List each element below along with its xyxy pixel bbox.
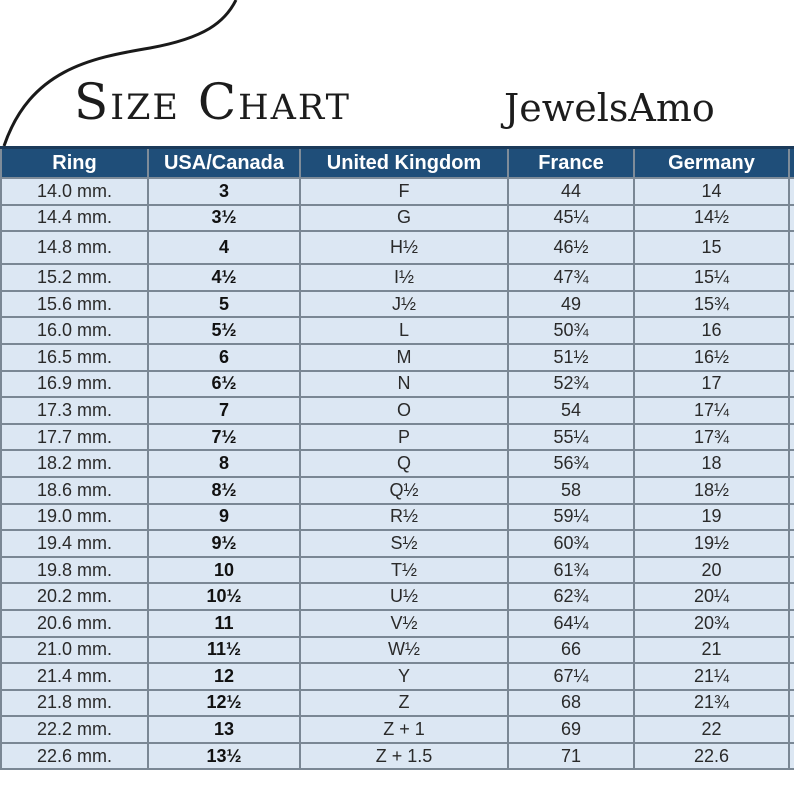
cell-united-kingdom: P	[300, 424, 508, 451]
cell-ring: 18.6 mm.	[1, 477, 148, 504]
table-body	[1, 178, 794, 769]
cell-usa-canada: 11	[148, 610, 300, 637]
cell-ring: 19.0 mm.	[1, 504, 148, 531]
cell-ring: 20.2 mm.	[1, 583, 148, 610]
cell-usa-canada: 3½	[148, 205, 300, 232]
cell-france: 47¾	[508, 264, 634, 291]
cell-france: 71	[508, 743, 634, 770]
cell-usa-canada: 13½	[148, 743, 300, 770]
cell-ring: 15.2 mm.	[1, 264, 148, 291]
cell-ring: 17.3 mm.	[1, 397, 148, 424]
cell-germany: 17¼	[634, 397, 789, 424]
cell-france: 46½	[508, 231, 634, 264]
cell-germany: 20¼	[634, 583, 789, 610]
cell-germany: 19	[634, 504, 789, 531]
cell-germany: 17	[634, 371, 789, 398]
cell-usa-canada: 9½	[148, 530, 300, 557]
cell-germany: 14	[634, 178, 789, 205]
cell-germany: 16½	[634, 344, 789, 371]
cell-usa-canada: 4½	[148, 264, 300, 291]
table-row	[1, 178, 794, 205]
column-header-germany: Germany	[634, 148, 789, 179]
cell-france: 51½	[508, 344, 634, 371]
cell-overflow	[789, 231, 794, 264]
cell-united-kingdom: H½	[300, 231, 508, 264]
cell-usa-canada: 4	[148, 231, 300, 264]
cell-ring: 21.4 mm.	[1, 663, 148, 690]
cell-ring: 19.4 mm.	[1, 530, 148, 557]
cell-france: 60¾	[508, 530, 634, 557]
cell-overflow	[789, 344, 794, 371]
cell-usa-canada: 5½	[148, 317, 300, 344]
size-chart-table	[0, 146, 794, 770]
column-header-france: France	[508, 148, 634, 179]
cell-france: 59¼	[508, 504, 634, 531]
cell-france: 66	[508, 637, 634, 664]
table-row	[1, 504, 794, 531]
cell-germany: 19½	[634, 530, 789, 557]
cell-usa-canada: 7	[148, 397, 300, 424]
cell-united-kingdom: F	[300, 178, 508, 205]
column-header-usa-canada: USA/Canada	[148, 148, 300, 179]
cell-france: 52¾	[508, 371, 634, 398]
column-header-ring: Ring	[1, 148, 148, 179]
cell-ring: 19.8 mm.	[1, 557, 148, 584]
cell-usa-canada: 12½	[148, 690, 300, 717]
cell-united-kingdom: N	[300, 371, 508, 398]
cell-united-kingdom: Z + 1.5	[300, 743, 508, 770]
table-header-row	[1, 148, 794, 179]
cell-france: 64¼	[508, 610, 634, 637]
table-row	[1, 530, 794, 557]
cell-germany: 21¼	[634, 663, 789, 690]
cell-france: 49	[508, 291, 634, 318]
cell-overflow	[789, 178, 794, 205]
cell-ring: 16.5 mm.	[1, 344, 148, 371]
table-row	[1, 291, 794, 318]
table-row	[1, 205, 794, 232]
cell-usa-canada: 8	[148, 450, 300, 477]
cell-germany: 15	[634, 231, 789, 264]
brand-name: JewelsAmo	[504, 86, 715, 130]
cell-united-kingdom: G	[300, 205, 508, 232]
cell-united-kingdom: O	[300, 397, 508, 424]
cell-germany: 16	[634, 317, 789, 344]
cell-united-kingdom: M	[300, 344, 508, 371]
table-row	[1, 397, 794, 424]
cell-usa-canada: 3	[148, 178, 300, 205]
cell-ring: 18.2 mm.	[1, 450, 148, 477]
cell-overflow	[789, 205, 794, 232]
table-row	[1, 716, 794, 743]
table-row	[1, 610, 794, 637]
cell-overflow	[789, 637, 794, 664]
column-header-overflow	[789, 148, 794, 179]
table-row	[1, 371, 794, 398]
cell-usa-canada: 10½	[148, 583, 300, 610]
cell-overflow	[789, 477, 794, 504]
cell-germany: 22	[634, 716, 789, 743]
cell-usa-canada: 12	[148, 663, 300, 690]
cell-usa-canada: 7½	[148, 424, 300, 451]
cell-france: 61¾	[508, 557, 634, 584]
cell-ring: 17.7 mm.	[1, 424, 148, 451]
cell-ring: 14.8 mm.	[1, 231, 148, 264]
table-row	[1, 424, 794, 451]
page-title: Size Chart	[74, 73, 351, 131]
cell-united-kingdom: W½	[300, 637, 508, 664]
table-row	[1, 450, 794, 477]
cell-usa-canada: 5	[148, 291, 300, 318]
cell-united-kingdom: S½	[300, 530, 508, 557]
cell-ring: 20.6 mm.	[1, 610, 148, 637]
cell-overflow	[789, 583, 794, 610]
cell-germany: 15¼	[634, 264, 789, 291]
cell-ring: 14.4 mm.	[1, 205, 148, 232]
cell-germany: 20¾	[634, 610, 789, 637]
cell-overflow	[789, 530, 794, 557]
cell-usa-canada: 8½	[148, 477, 300, 504]
cell-united-kingdom: Q	[300, 450, 508, 477]
table-row	[1, 557, 794, 584]
cell-ring: 14.0 mm.	[1, 178, 148, 205]
cell-usa-canada: 13	[148, 716, 300, 743]
cell-ring: 21.0 mm.	[1, 637, 148, 664]
table-row	[1, 690, 794, 717]
cell-ring: 22.2 mm.	[1, 716, 148, 743]
cell-germany: 17¾	[634, 424, 789, 451]
cell-united-kingdom: Q½	[300, 477, 508, 504]
cell-france: 54	[508, 397, 634, 424]
cell-united-kingdom: J½	[300, 291, 508, 318]
cell-overflow	[789, 610, 794, 637]
cell-overflow	[789, 450, 794, 477]
cell-united-kingdom: Y	[300, 663, 508, 690]
cell-usa-canada: 6½	[148, 371, 300, 398]
cell-ring: 21.8 mm.	[1, 690, 148, 717]
cell-united-kingdom: U½	[300, 583, 508, 610]
cell-overflow	[789, 397, 794, 424]
cell-overflow	[789, 291, 794, 318]
cell-ring: 15.6 mm.	[1, 291, 148, 318]
table-row	[1, 637, 794, 664]
cell-ring: 22.6 mm.	[1, 743, 148, 770]
cell-germany: 21¾	[634, 690, 789, 717]
table-row	[1, 344, 794, 371]
cell-usa-canada: 9	[148, 504, 300, 531]
cell-ring: 16.9 mm.	[1, 371, 148, 398]
cell-overflow	[789, 264, 794, 291]
table-row	[1, 477, 794, 504]
cell-overflow	[789, 557, 794, 584]
cell-overflow	[789, 317, 794, 344]
cell-overflow	[789, 663, 794, 690]
cell-overflow	[789, 716, 794, 743]
cell-ring: 16.0 mm.	[1, 317, 148, 344]
cell-germany: 15¾	[634, 291, 789, 318]
cell-overflow	[789, 504, 794, 531]
table-row	[1, 231, 794, 264]
table-row	[1, 264, 794, 291]
cell-germany: 18½	[634, 477, 789, 504]
cell-united-kingdom: L	[300, 317, 508, 344]
cell-france: 68	[508, 690, 634, 717]
cell-overflow	[789, 743, 794, 770]
cell-united-kingdom: Z	[300, 690, 508, 717]
cell-france: 55¼	[508, 424, 634, 451]
cell-united-kingdom: I½	[300, 264, 508, 291]
cell-france: 50¾	[508, 317, 634, 344]
cell-germany: 14½	[634, 205, 789, 232]
cell-france: 45¼	[508, 205, 634, 232]
cell-united-kingdom: R½	[300, 504, 508, 531]
table-row	[1, 663, 794, 690]
table-row	[1, 743, 794, 770]
cell-united-kingdom: V½	[300, 610, 508, 637]
cell-overflow	[789, 371, 794, 398]
cell-usa-canada: 6	[148, 344, 300, 371]
cell-overflow	[789, 424, 794, 451]
cell-overflow	[789, 690, 794, 717]
cell-germany: 22.6	[634, 743, 789, 770]
cell-united-kingdom: T½	[300, 557, 508, 584]
column-header-united-kingdom: United Kingdom	[300, 148, 508, 179]
cell-france: 69	[508, 716, 634, 743]
table-row	[1, 317, 794, 344]
cell-france: 56¾	[508, 450, 634, 477]
cell-france: 44	[508, 178, 634, 205]
cell-germany: 20	[634, 557, 789, 584]
cell-united-kingdom: Z + 1	[300, 716, 508, 743]
cell-usa-canada: 11½	[148, 637, 300, 664]
cell-france: 67¼	[508, 663, 634, 690]
cell-germany: 21	[634, 637, 789, 664]
cell-france: 62¾	[508, 583, 634, 610]
cell-usa-canada: 10	[148, 557, 300, 584]
cell-germany: 18	[634, 450, 789, 477]
table-row	[1, 583, 794, 610]
cell-france: 58	[508, 477, 634, 504]
